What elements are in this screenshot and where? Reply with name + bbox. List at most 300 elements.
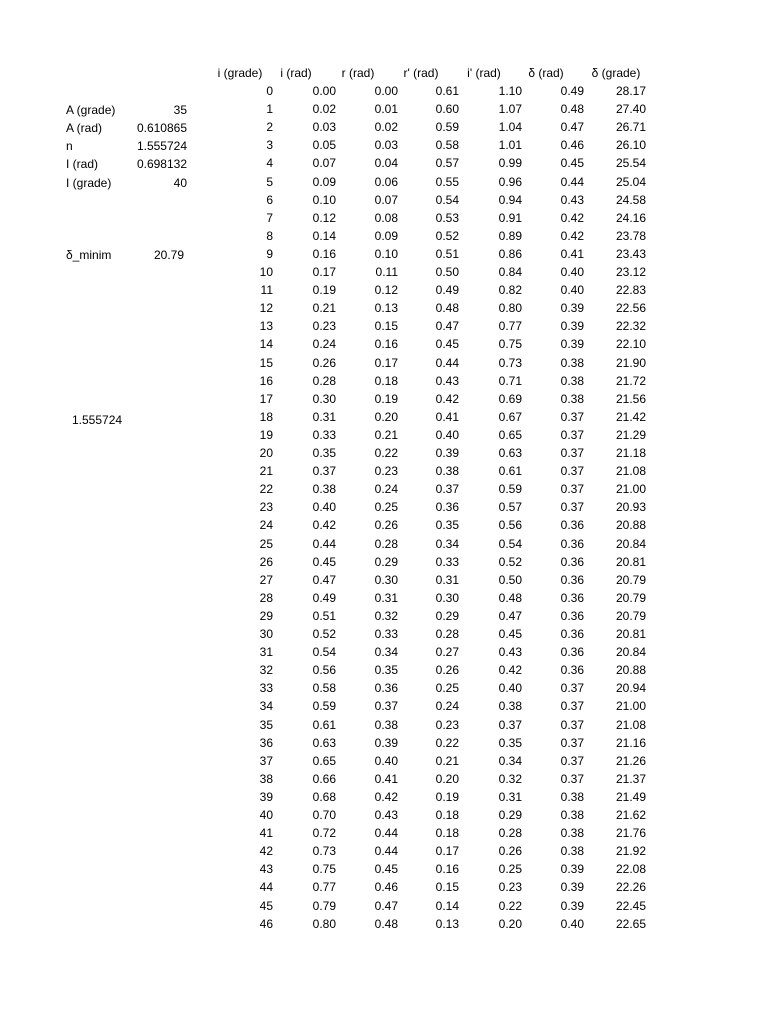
table-cell: 0.37 (498, 718, 522, 732)
table-cell: 0.29 (498, 808, 522, 822)
table-cell: 46 (259, 917, 273, 931)
table-cell: 0.30 (312, 392, 336, 406)
table-cell: 0.31 (498, 790, 522, 804)
table-cell: 0.03 (312, 120, 336, 134)
delta-minim-label: δ_minim (66, 248, 112, 262)
table-cell: 0.27 (435, 645, 459, 659)
table-cell: 0.00 (374, 84, 398, 98)
table-cell: 0.58 (435, 138, 459, 152)
table-cell: 0.38 (560, 374, 584, 388)
table-cell: 0.80 (498, 301, 522, 315)
table-cell: 0.21 (312, 301, 336, 315)
table-cell: 0.54 (435, 193, 459, 207)
table-cell: 0.16 (435, 862, 459, 876)
table-cell: 0.43 (560, 193, 584, 207)
table-cell: 0.94 (498, 193, 522, 207)
table-cell: 0.16 (374, 337, 398, 351)
table-cell: 0.37 (560, 699, 584, 713)
table-cell: 1 (266, 102, 273, 116)
table-cell: 2 (266, 120, 273, 134)
table-cell: 0.38 (560, 392, 584, 406)
table-cell: 0.82 (498, 283, 522, 297)
table-cell: 0.39 (374, 736, 398, 750)
table-cell: 0.45 (312, 555, 336, 569)
table-cell: 18 (259, 410, 273, 424)
table-cell: 0.44 (374, 844, 398, 858)
table-cell: 0.59 (435, 120, 459, 134)
table-cell: 0.52 (312, 627, 336, 641)
table-cell: 0.72 (312, 826, 336, 840)
table-cell: 0.05 (312, 138, 336, 152)
table-cell: 0.02 (312, 102, 336, 116)
table-cell: 0.40 (560, 265, 584, 279)
table-cell: 0.69 (498, 392, 522, 406)
table-cell: 0.43 (374, 808, 398, 822)
table-cell: 25.54 (615, 156, 646, 170)
table-cell: 0.20 (435, 772, 459, 786)
table-cell: 0.37 (560, 428, 584, 442)
param-label-n: n (66, 139, 73, 153)
table-cell: 0.37 (560, 410, 584, 424)
table-cell: 21.76 (615, 826, 646, 840)
table-cell: 0.29 (374, 555, 398, 569)
table-cell: 0.37 (560, 500, 584, 514)
table-cell: 0.43 (498, 645, 522, 659)
table-cell: 0.77 (312, 880, 336, 894)
table-cell: 0.17 (312, 265, 336, 279)
table-cell: 0.38 (498, 699, 522, 713)
table-cell: 0.07 (374, 193, 398, 207)
table-cell: 0.38 (560, 808, 584, 822)
table-cell: 0.40 (312, 500, 336, 514)
table-cell: 26.10 (615, 138, 646, 152)
table-cell: 0.32 (498, 772, 522, 786)
table-cell: 0.57 (435, 156, 459, 170)
table-cell: 32 (259, 663, 273, 677)
table-cell: 0.75 (498, 337, 522, 351)
table-cell: 0.28 (312, 374, 336, 388)
table-cell: 0.40 (560, 917, 584, 931)
table-cell: 0.33 (374, 627, 398, 641)
table-cell: 0.37 (560, 718, 584, 732)
table-cell: 0.48 (498, 591, 522, 605)
table-cell: 21.42 (615, 410, 646, 424)
table-cell: 0.36 (560, 591, 584, 605)
table-cell: 20.84 (615, 645, 646, 659)
table-cell: 23.43 (615, 247, 646, 261)
table-cell: 0.21 (374, 428, 398, 442)
table-cell: 0.36 (560, 645, 584, 659)
table-cell: 0.28 (498, 826, 522, 840)
column-header: i (grade) (217, 66, 263, 80)
table-cell: 0.08 (374, 211, 398, 225)
table-cell: 0.41 (560, 247, 584, 261)
table-cell: 22 (259, 482, 273, 496)
table-cell: 23.78 (615, 229, 646, 243)
table-cell: 0.73 (498, 356, 522, 370)
param-value-i-grade: 40 (173, 176, 187, 190)
table-cell: 3 (266, 138, 273, 152)
table-cell: 0.35 (498, 736, 522, 750)
table-cell: 0.59 (312, 699, 336, 713)
table-cell: 11 (260, 283, 273, 297)
column-header: i' (rad) (467, 66, 501, 80)
table-cell: 0.50 (435, 265, 459, 279)
table-cell: 0.07 (312, 156, 336, 170)
table-cell: 7 (266, 211, 273, 225)
table-cell: 0.67 (498, 410, 522, 424)
table-cell: 26.71 (615, 120, 646, 134)
table-cell: 21.08 (615, 464, 646, 478)
table-cell: 0.44 (312, 537, 336, 551)
table-cell: 0.48 (560, 102, 584, 116)
table-cell: 0.36 (560, 573, 584, 587)
table-cell: 5 (266, 175, 273, 189)
table-cell: 0.99 (498, 156, 522, 170)
table-cell: 0.60 (435, 102, 459, 116)
table-cell: 0.28 (435, 627, 459, 641)
table-cell: 0.63 (498, 446, 522, 460)
table-cell: 0.42 (560, 211, 584, 225)
table-cell: 20.81 (615, 627, 646, 641)
table-cell: 0.41 (374, 772, 398, 786)
delta-minim-value: 20.79 (153, 248, 184, 262)
table-cell: 0.01 (374, 102, 398, 116)
table-cell: 0.59 (498, 482, 522, 496)
table-cell: 0.37 (374, 699, 398, 713)
param-label-a-rad: A (rad) (66, 121, 103, 135)
table-cell: 0.52 (498, 555, 522, 569)
table-cell: 0.28 (374, 537, 398, 551)
table-cell: 0.47 (374, 899, 398, 913)
table-cell: 31 (259, 645, 273, 659)
table-cell: 0.23 (312, 319, 336, 333)
table-cell: 0.80 (312, 917, 336, 931)
column-header: δ (rad) (528, 66, 564, 80)
table-cell: 0.14 (312, 229, 336, 243)
table-cell: 0.52 (435, 229, 459, 243)
table-cell: 26 (259, 555, 273, 569)
table-cell: 0.16 (312, 247, 336, 261)
table-cell: 0.49 (435, 283, 459, 297)
table-cell: 20.79 (615, 609, 646, 623)
table-cell: 42 (259, 844, 273, 858)
table-cell: 0.50 (498, 573, 522, 587)
table-cell: 22.08 (615, 862, 646, 876)
table-cell: 0.34 (374, 645, 398, 659)
table-cell: 0.39 (435, 446, 459, 460)
table-cell: 0.13 (435, 917, 459, 931)
table-cell: 21.49 (615, 790, 646, 804)
table-cell: 0.37 (560, 464, 584, 478)
table-cell: 22.65 (615, 917, 646, 931)
table-cell: 0.34 (435, 537, 459, 551)
table-cell: 0.43 (435, 374, 459, 388)
table-cell: 21.26 (615, 754, 646, 768)
table-cell: 0.12 (312, 211, 336, 225)
table-cell: 45 (259, 899, 273, 913)
table-cell: 40 (259, 808, 273, 822)
table-cell: 20 (259, 446, 273, 460)
table-cell: 0.32 (374, 609, 398, 623)
table-cell: 0.03 (374, 138, 398, 152)
n-copy-value: 1.555724 (72, 413, 123, 427)
table-cell: 0.48 (435, 301, 459, 315)
param-value-a-rad: 0.610865 (136, 121, 187, 135)
table-cell: 20.88 (615, 663, 646, 677)
table-cell: 22.10 (615, 337, 646, 351)
table-cell: 21.18 (615, 446, 646, 460)
table-cell: 19 (259, 428, 273, 442)
table-cell: 0.37 (560, 446, 584, 460)
table-cell: 44 (259, 880, 273, 894)
table-cell: 20.79 (615, 591, 646, 605)
table-cell: 0.42 (435, 392, 459, 406)
table-cell: 0.39 (560, 319, 584, 333)
table-cell: 0.06 (374, 175, 398, 189)
table-cell: 0.10 (374, 247, 398, 261)
table-cell: 0.39 (560, 862, 584, 876)
table-cell: 0.24 (312, 337, 336, 351)
table-cell: 41 (259, 826, 273, 840)
table-cell: 0.84 (498, 265, 522, 279)
table-cell: 0.36 (560, 663, 584, 677)
table-cell: 23 (259, 500, 273, 514)
table-cell: 0.38 (560, 790, 584, 804)
table-cell: 0.29 (435, 609, 459, 623)
table-cell: 0.22 (374, 446, 398, 460)
table-cell: 0.36 (560, 627, 584, 641)
table-cell: 21 (259, 464, 273, 478)
table-cell: 24.16 (615, 211, 646, 225)
table-cell: 35 (259, 718, 273, 732)
column-header: δ (grade) (591, 66, 641, 80)
table-cell: 0.02 (374, 120, 398, 134)
table-cell: 0.51 (435, 247, 459, 261)
param-value-i-rad: 0.698132 (136, 157, 187, 171)
table-cell: 0.15 (435, 880, 459, 894)
table-cell: 17 (259, 392, 273, 406)
table-cell: 0.40 (374, 754, 398, 768)
table-cell: 22.32 (615, 319, 646, 333)
table-cell: 0.38 (312, 482, 336, 496)
table-cell: 0.35 (435, 518, 459, 532)
table-cell: 0.55 (435, 175, 459, 189)
table-cell: 0.39 (560, 880, 584, 894)
table-cell: 0.44 (560, 175, 584, 189)
table-cell: 0.26 (374, 518, 398, 532)
table-cell: 16 (259, 374, 273, 388)
table-cell: 0.54 (312, 645, 336, 659)
table-cell: 0.34 (498, 754, 522, 768)
table-cell: 0.47 (498, 609, 522, 623)
table-cell: 0.18 (374, 374, 398, 388)
table-cell: 0.38 (560, 356, 584, 370)
table-cell: 0.54 (498, 537, 522, 551)
table-cell: 0.47 (312, 573, 336, 587)
table-cell: 0.12 (374, 283, 398, 297)
table-cell: 0.35 (374, 663, 398, 677)
table-cell: 0.37 (560, 772, 584, 786)
table-cell: 0.45 (560, 156, 584, 170)
table-cell: 0.36 (560, 537, 584, 551)
table-cell: 0.61 (312, 718, 336, 732)
table-cell: 34 (259, 699, 273, 713)
table-cell: 0.18 (435, 826, 459, 840)
table-cell: 0.91 (498, 211, 522, 225)
table-cell: 0.19 (312, 283, 336, 297)
table-cell: 0.25 (498, 862, 522, 876)
table-cell: 0.89 (498, 229, 522, 243)
table-cell: 13 (259, 319, 273, 333)
column-header: i (rad) (280, 66, 312, 80)
table-cell: 20.94 (615, 681, 646, 695)
table-cell: 10 (259, 265, 273, 279)
table-cell: 0.40 (498, 681, 522, 695)
table-cell: 0.42 (312, 518, 336, 532)
table-cell: 0.31 (435, 573, 459, 587)
table-cell: 0.61 (435, 84, 459, 98)
table-cell: 0.57 (498, 500, 522, 514)
table-cell: 0.46 (374, 880, 398, 894)
table-cell: 0.79 (312, 899, 336, 913)
table-cell: 0.68 (312, 790, 336, 804)
param-value-a-grade: 35 (173, 103, 187, 117)
table-cell: 0.39 (560, 337, 584, 351)
table-cell: 9 (266, 247, 273, 261)
table-cell: 0.37 (435, 482, 459, 496)
table-cell: 24.58 (615, 193, 646, 207)
table-cell: 21.92 (615, 844, 646, 858)
table-cell: 0.39 (560, 899, 584, 913)
table-cell: 23.12 (615, 265, 646, 279)
table-cell: 0.70 (312, 808, 336, 822)
table-cell: 28 (259, 591, 273, 605)
table-cell: 0.37 (560, 482, 584, 496)
table-cell: 0.45 (435, 337, 459, 351)
table-cell: 0.26 (312, 356, 336, 370)
table-cell: 0.36 (435, 500, 459, 514)
table-cell: 0.45 (498, 627, 522, 641)
table-cell: 20.79 (615, 573, 646, 587)
table-cell: 21.08 (615, 718, 646, 732)
table-cell: 0.35 (312, 446, 336, 460)
table-cell: 0.37 (560, 681, 584, 695)
table-cell: 0.24 (374, 482, 398, 496)
column-header: r (rad) (341, 66, 375, 80)
table-cell: 0.17 (435, 844, 459, 858)
table-cell: 0.19 (374, 392, 398, 406)
param-label-i-rad: I (rad) (66, 157, 99, 171)
table-cell: 1.04 (498, 120, 522, 134)
table-cell: 0.04 (374, 156, 398, 170)
table-cell: 0.39 (560, 301, 584, 315)
table-cell: 0.15 (374, 319, 398, 333)
param-label-i-grade: I (grade) (66, 176, 112, 190)
table-cell: 22.45 (615, 899, 646, 913)
table-cell: 25.04 (615, 175, 646, 189)
table-cell: 0.40 (435, 428, 459, 442)
table-cell: 0.31 (312, 410, 336, 424)
table-cell: 0.42 (374, 790, 398, 804)
table-cell: 0.47 (560, 120, 584, 134)
table-cell: 0.18 (435, 808, 459, 822)
table-cell: 21.00 (615, 482, 646, 496)
table-cell: 0.77 (498, 319, 522, 333)
table-cell: 20.93 (615, 500, 646, 514)
table-cell: 0.42 (498, 663, 522, 677)
table-cell: 0.22 (435, 736, 459, 750)
table-cell: 20.81 (615, 555, 646, 569)
table-cell: 0.33 (435, 555, 459, 569)
table-cell: 21.16 (615, 736, 646, 750)
table-cell: 0.22 (498, 899, 522, 913)
table-cell: 0.49 (312, 591, 336, 605)
table-cell: 0.38 (560, 844, 584, 858)
table-cell: 21.90 (615, 356, 646, 370)
table-cell: 0.46 (560, 138, 584, 152)
table-cell: 0.38 (560, 826, 584, 840)
table-cell: 6 (266, 193, 273, 207)
table-cell: 0.41 (435, 410, 459, 424)
table-cell: 21.00 (615, 699, 646, 713)
table-cell: 0.37 (312, 464, 336, 478)
table-cell: 33 (259, 681, 273, 695)
table-cell: 0.36 (560, 518, 584, 532)
table-cell: 14 (259, 337, 273, 351)
table-cell: 0.13 (374, 301, 398, 315)
table-cell: 25 (259, 537, 273, 551)
table-cell: 0.38 (435, 464, 459, 478)
table-cell: 0.36 (374, 681, 398, 695)
table-cell: 24 (259, 518, 273, 532)
table-cell: 0.47 (435, 319, 459, 333)
table-cell: 0.25 (374, 500, 398, 514)
table-cell: 0.09 (374, 229, 398, 243)
table-cell: 27 (259, 573, 273, 587)
table-cell: 0.63 (312, 736, 336, 750)
table-cell: 0.56 (312, 663, 336, 677)
table-cell: 0.20 (374, 410, 398, 424)
table-cell: 0.23 (435, 718, 459, 732)
table-cell: 22.26 (615, 880, 646, 894)
table-cell: 0.30 (374, 573, 398, 587)
table-cell: 15 (259, 356, 273, 370)
table-cell: 30 (259, 627, 273, 641)
table-cell: 0.51 (312, 609, 336, 623)
table-cell: 0.36 (560, 555, 584, 569)
table-cell: 21.62 (615, 808, 646, 822)
table-cell: 4 (266, 156, 273, 170)
table-cell: 29 (259, 609, 273, 623)
param-value-n: 1.555724 (136, 139, 187, 153)
table-cell: 37 (259, 754, 273, 768)
table-cell: 0.49 (560, 84, 584, 98)
table-cell: 0.23 (498, 880, 522, 894)
table-cell: 12 (259, 301, 273, 315)
table-cell: 0.21 (435, 754, 459, 768)
table-cell: 38 (259, 772, 273, 786)
table-cell: 0.42 (560, 229, 584, 243)
column-header: r' (rad) (403, 66, 439, 80)
table-cell: 21.37 (615, 772, 646, 786)
table-cell: 0.56 (498, 518, 522, 532)
table-cell: 39 (259, 790, 273, 804)
table-cell: 0.23 (374, 464, 398, 478)
table-cell: 0.44 (435, 356, 459, 370)
table-cell: 20.88 (615, 518, 646, 532)
table-cell: 0.19 (435, 790, 459, 804)
